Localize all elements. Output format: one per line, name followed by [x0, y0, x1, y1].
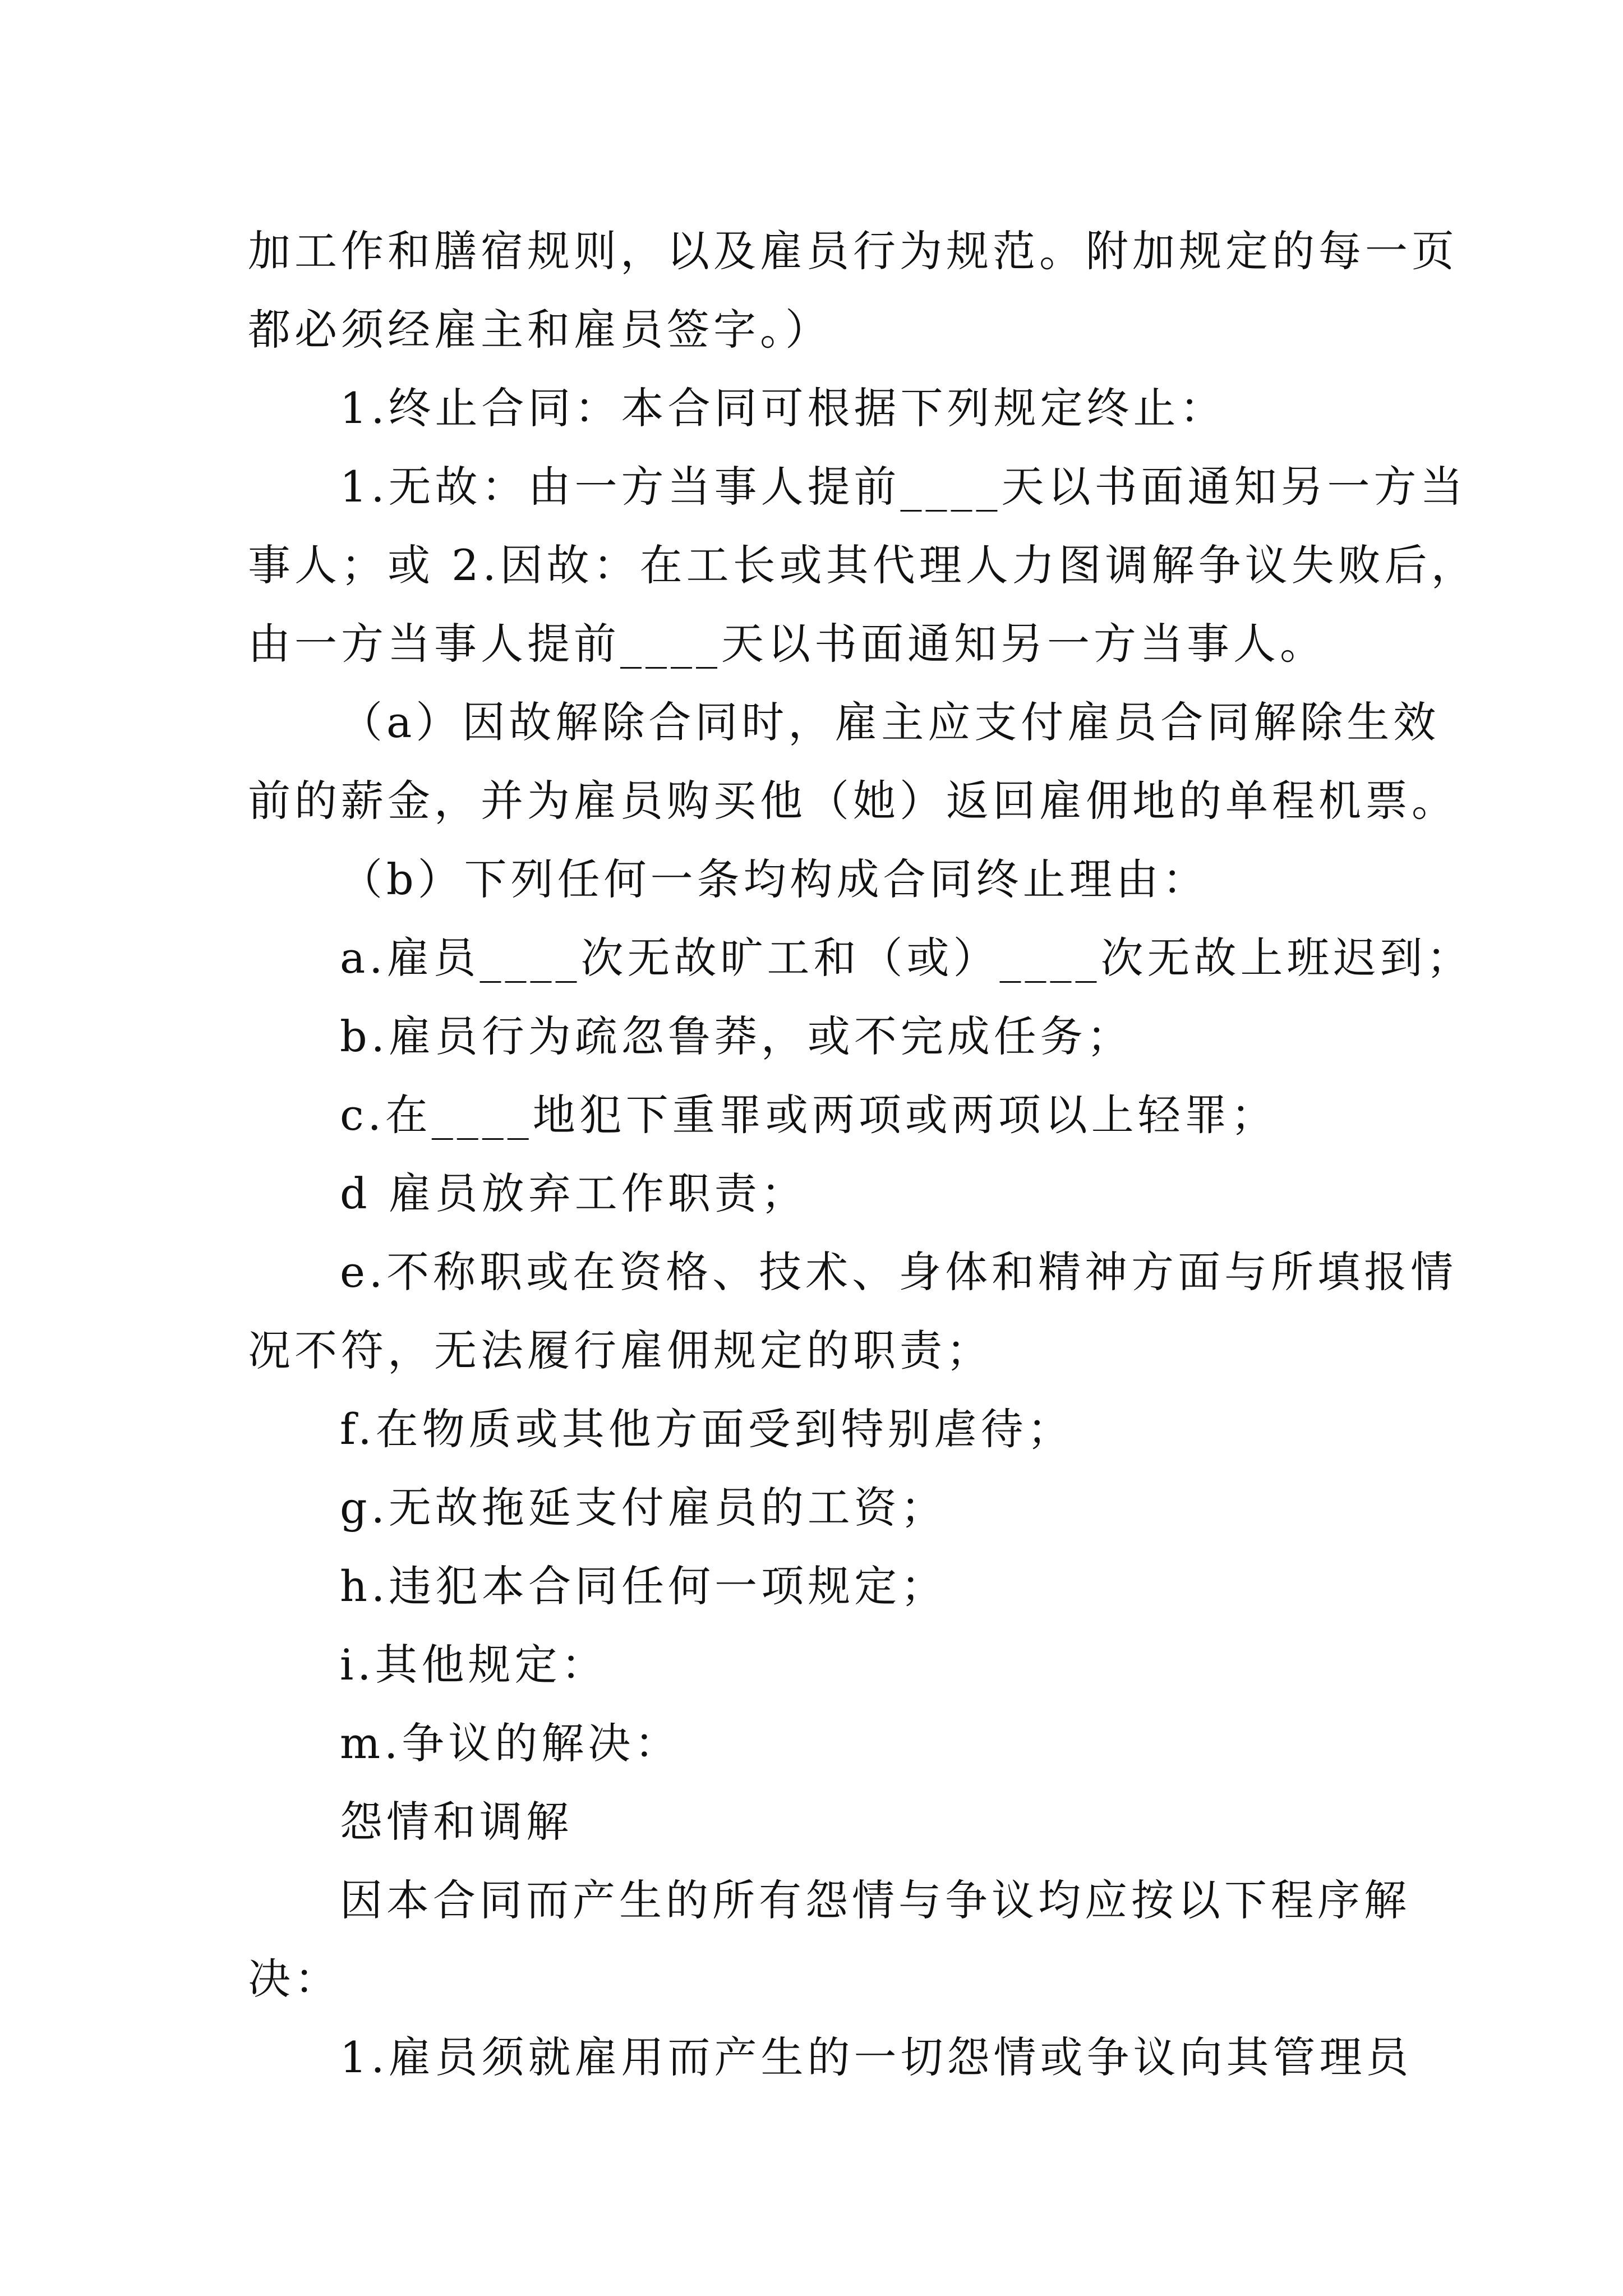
text-line: e.不称职或在资格、技术、身体和精神方面与所填报情	[340, 1247, 1458, 1297]
text-line: 都必须经雇主和雇员签字。）	[248, 305, 832, 355]
text-line: 1.无故：由一方当事人提前____天以书面通知另一方当	[340, 462, 1467, 512]
text-line: （b）下列任何一条均构成合同终止理由：	[340, 854, 1209, 904]
text-line: b.雇员行为疏忽鲁莽，或不完成任务；	[340, 1011, 1133, 1061]
text-line: 由一方当事人提前____天以书面通知另一方当事人。	[248, 619, 1326, 669]
text-line: （a）因故解除合同时，雇主应支付雇员合同解除生效	[340, 697, 1440, 747]
text-line: 况不符，无法履行雇佣规定的职责；	[248, 1326, 993, 1375]
text-line: g.无故拖延支付雇员的工资；	[340, 1483, 947, 1533]
text-line: h.违犯本合同任何一项规定；	[340, 1561, 948, 1611]
text-line: 因本合同而产生的所有怨情与争议均应按以下程序解	[340, 1875, 1410, 1925]
text-line: 决：	[248, 1954, 341, 2004]
text-line: 事人；或 2.因故：在工长或其代理人力图调解争议失败后，	[248, 540, 1478, 590]
text-line: 1.雇员须就雇用而产生的一切怨情或争议向其管理员	[340, 2032, 1413, 2082]
text-line: m.争议的解决：	[340, 1718, 681, 1768]
text-line: i.其他规定：	[340, 1640, 608, 1690]
text-line: f.在物质或其他方面受到特别虐待；	[340, 1404, 1074, 1454]
text-line: 1.终止合同：本合同可根据下列规定终止：	[340, 383, 1227, 433]
text-line: c.在____地犯下重罪或两项或两项以上轻罪；	[340, 1090, 1278, 1140]
text-line: 怨情和调解	[340, 1797, 573, 1847]
text-line: d 雇员放弃工作职责；	[340, 1168, 808, 1218]
text-line: a.雇员____次无故旷工和（或）____次无故上班迟到；	[340, 933, 1473, 983]
text-line: 加工作和膳宿规则，以及雇员行为规范。附加规定的每一页	[248, 226, 1458, 276]
document-body	[248, 212, 1478, 2097]
text-line: 前的薪金，并为雇员购买他（她）返回雇佣地的单程机票。	[248, 776, 1458, 826]
